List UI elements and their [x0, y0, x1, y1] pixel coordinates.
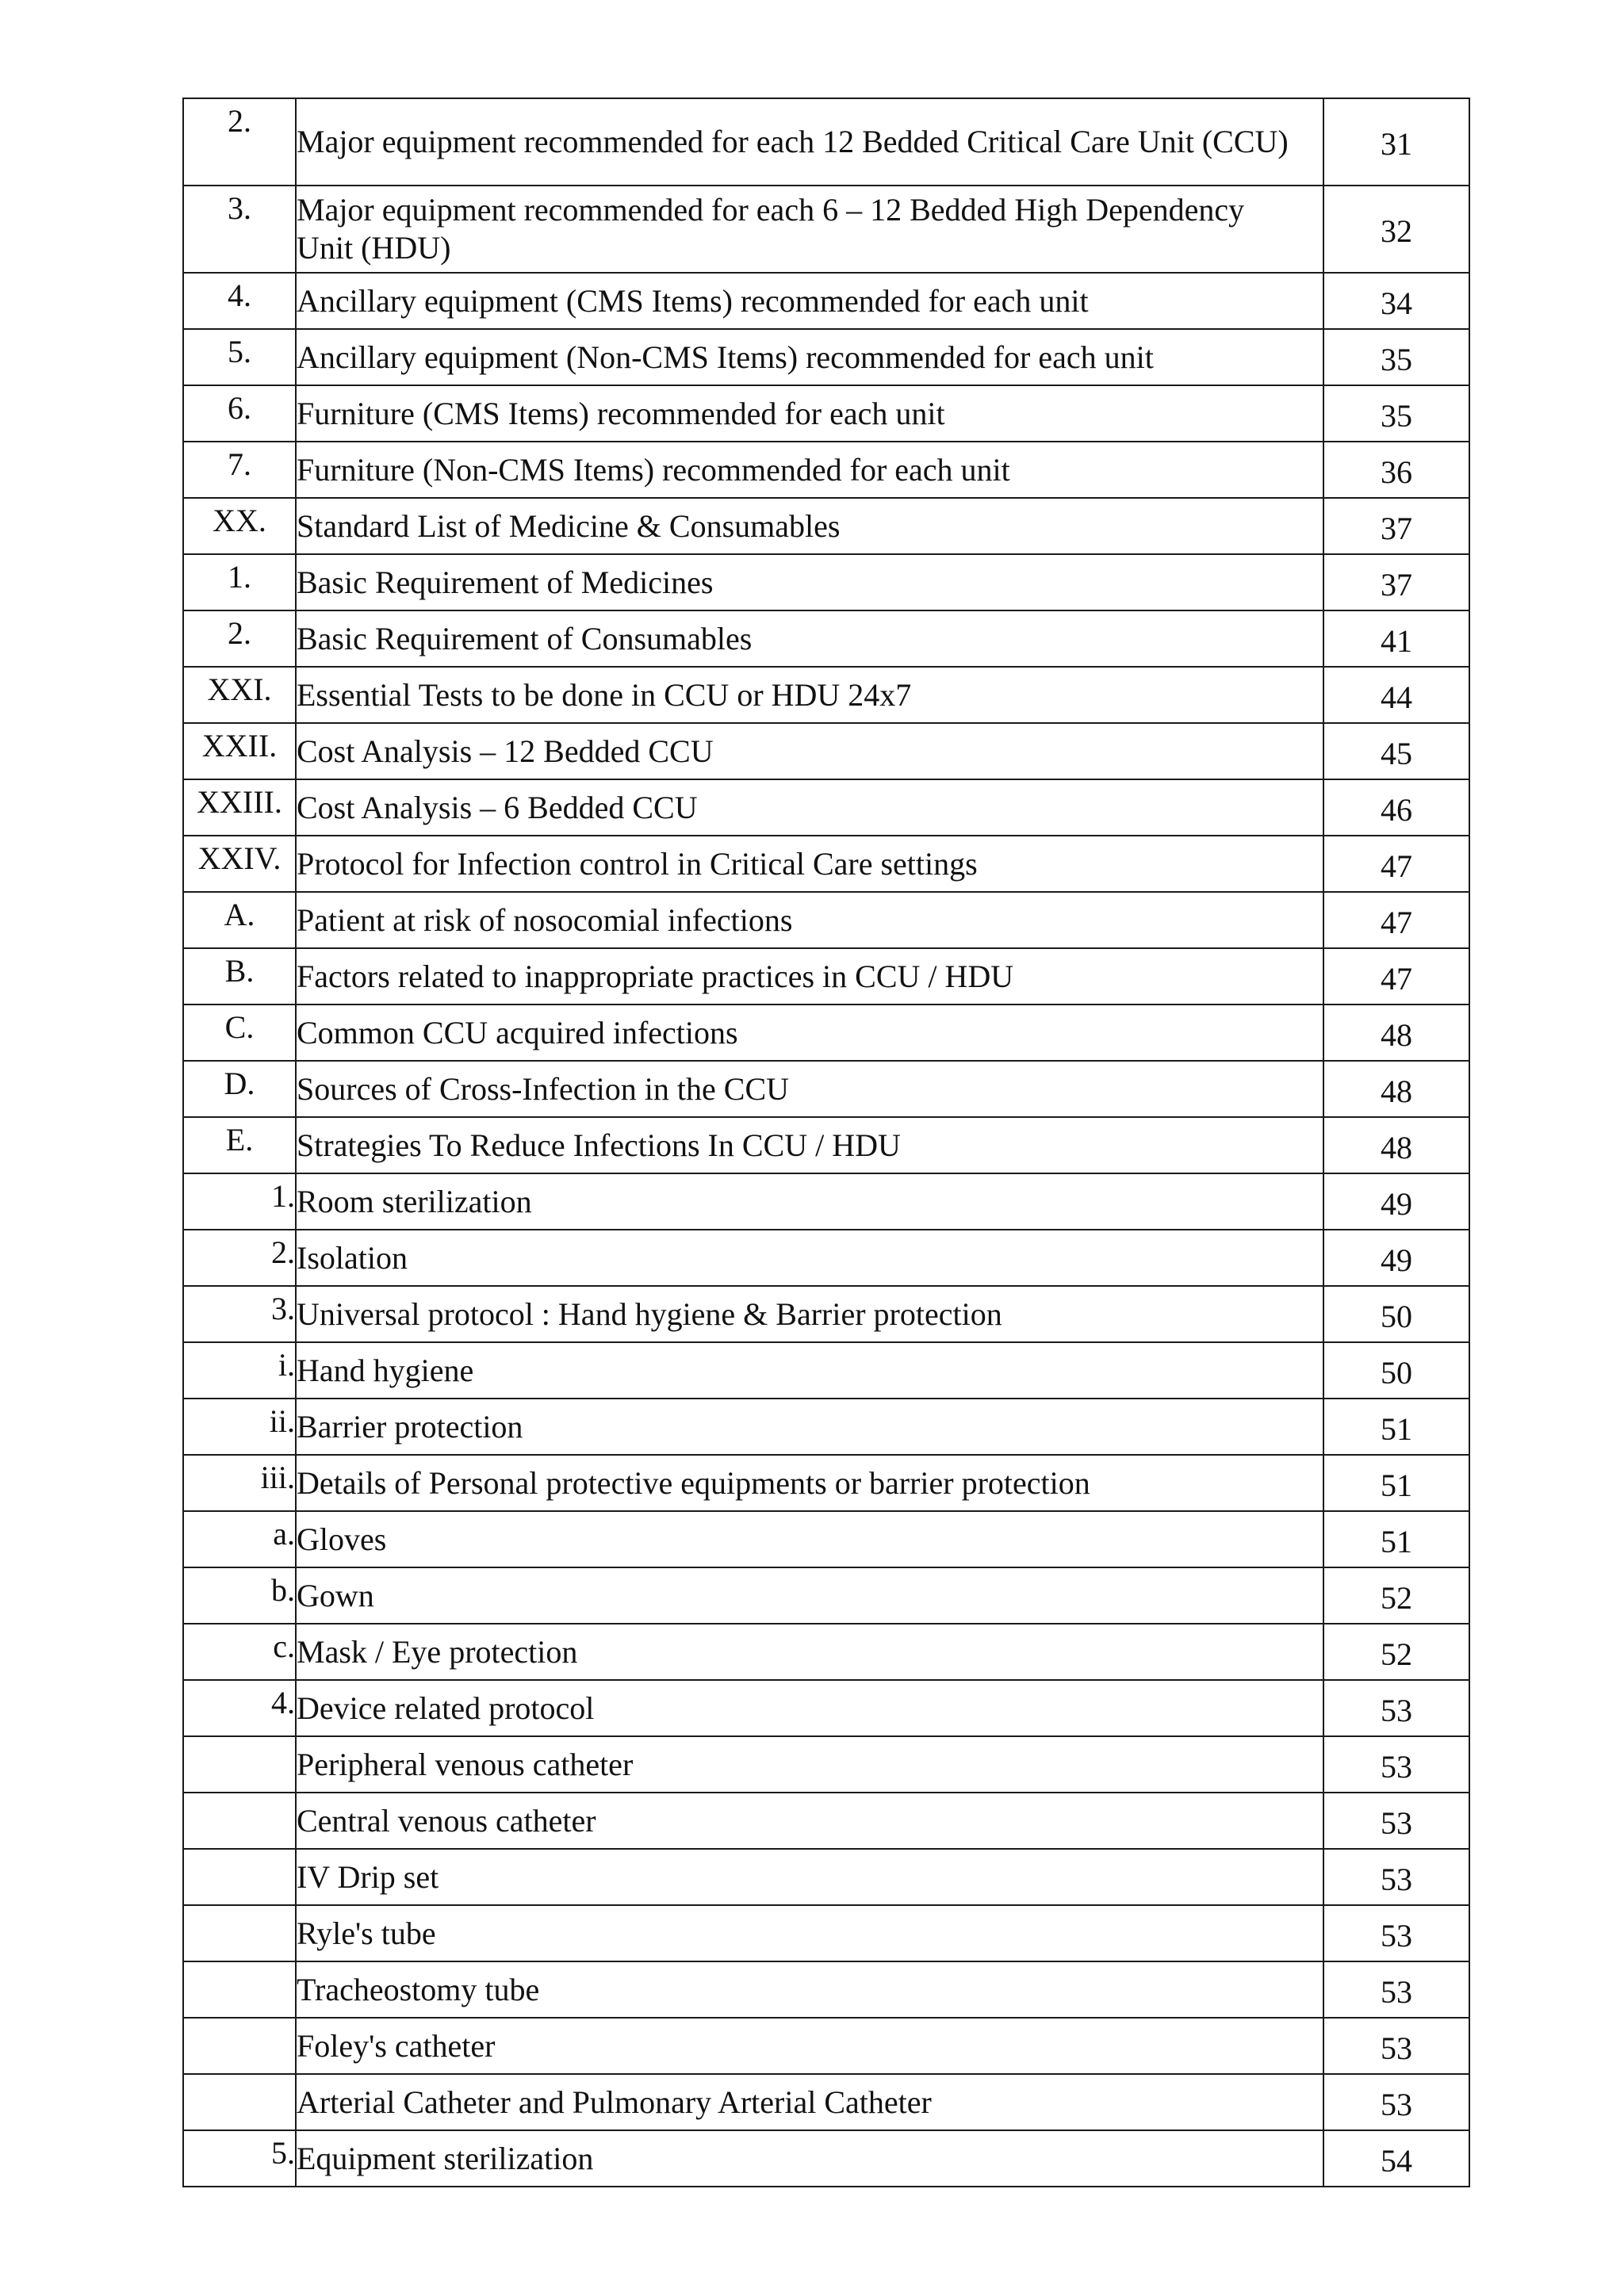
toc-page-number: 54	[1323, 2130, 1469, 2187]
toc-number: b.	[183, 1567, 296, 1624]
toc-row	[183, 1849, 1469, 1905]
toc-page-number: 47	[1323, 836, 1469, 892]
toc-title: Factors related to inappropriate practices in CCU / HDU	[296, 948, 1323, 1004]
toc-title: Cost Analysis – 6 Bedded CCU	[296, 779, 1323, 836]
toc-page-number: 37	[1323, 498, 1469, 554]
toc-number	[183, 1961, 296, 2018]
toc-page-number: 53	[1323, 1793, 1469, 1849]
toc-page-number: 44	[1323, 667, 1469, 723]
toc-row	[183, 498, 1469, 554]
toc-number: XXI.	[183, 667, 296, 723]
toc-number: XXII.	[183, 723, 296, 779]
toc-row	[183, 779, 1469, 836]
toc-title: Device related protocol	[296, 1680, 1323, 1736]
toc-page-number: 45	[1323, 723, 1469, 779]
toc-page-number: 51	[1323, 1399, 1469, 1455]
toc-title: Equipment sterilization	[296, 2130, 1323, 2187]
toc-number	[183, 1793, 296, 1849]
toc-title: Major equipment recommended for each 12 Bedded Critical Care Unit (CCU)	[296, 98, 1323, 186]
toc-page-number: 50	[1323, 1342, 1469, 1399]
toc-row	[183, 98, 1469, 186]
toc-title: Gloves	[296, 1511, 1323, 1567]
toc-number: ii.	[183, 1399, 296, 1455]
toc-title: Barrier protection	[296, 1399, 1323, 1455]
toc-number: 5.	[183, 329, 296, 385]
toc-title: Details of Personal protective equipments or barrier protection	[296, 1455, 1323, 1511]
toc-page-number: 53	[1323, 1961, 1469, 2018]
toc-page-number: 53	[1323, 1736, 1469, 1793]
toc-title: Mask / Eye protection	[296, 1624, 1323, 1680]
toc-page-number: 35	[1323, 385, 1469, 442]
toc-number: C.	[183, 1004, 296, 1061]
toc-page-number: 34	[1323, 273, 1469, 329]
toc-row	[183, 1736, 1469, 1793]
toc-title: Sources of Cross-Infection in the CCU	[296, 1061, 1323, 1117]
toc-title: Common CCU acquired infections	[296, 1004, 1323, 1061]
toc-row	[183, 2074, 1469, 2130]
toc-row	[183, 2018, 1469, 2074]
toc-title: Gown	[296, 1567, 1323, 1624]
toc-title: Cost Analysis – 12 Bedded CCU	[296, 723, 1323, 779]
toc-row	[183, 385, 1469, 442]
toc-number: XX.	[183, 498, 296, 554]
toc-title: Ryle's tube	[296, 1905, 1323, 1961]
toc-number: E.	[183, 1117, 296, 1173]
toc-page-number: 51	[1323, 1455, 1469, 1511]
toc-number: 1.	[183, 554, 296, 610]
toc-row	[183, 554, 1469, 610]
toc-title: Hand hygiene	[296, 1342, 1323, 1399]
toc-page-number: 48	[1323, 1004, 1469, 1061]
toc-title: Room sterilization	[296, 1173, 1323, 1230]
toc-page-number: 51	[1323, 1511, 1469, 1567]
toc-number: 2.	[183, 98, 296, 186]
toc-number: B.	[183, 948, 296, 1004]
toc-title: Patient at risk of nosocomial infections	[296, 892, 1323, 948]
toc-row	[183, 1567, 1469, 1624]
toc-number: 6.	[183, 385, 296, 442]
toc-page-number: 53	[1323, 2074, 1469, 2130]
toc-row	[183, 667, 1469, 723]
toc-title: Universal protocol : Hand hygiene & Barrier protection	[296, 1286, 1323, 1342]
toc-page-number: 47	[1323, 948, 1469, 1004]
toc-title: Isolation	[296, 1230, 1323, 1286]
toc-title: Tracheostomy tube	[296, 1961, 1323, 2018]
toc-number: XXIV.	[183, 836, 296, 892]
toc-title: Standard List of Medicine & Consumables	[296, 498, 1323, 554]
toc-row	[183, 186, 1469, 273]
toc-title: Arterial Catheter and Pulmonary Arterial Catheter	[296, 2074, 1323, 2130]
toc-page-number: 48	[1323, 1117, 1469, 1173]
toc-page-number: 46	[1323, 779, 1469, 836]
toc-row	[183, 1061, 1469, 1117]
toc-title: Major equipment recommended for each 6 – 12 Bedded High Dependency Unit (HDU)	[296, 186, 1323, 273]
toc-title: Basic Requirement of Medicines	[296, 554, 1323, 610]
toc-page-number: 50	[1323, 1286, 1469, 1342]
toc-page-number: 35	[1323, 329, 1469, 385]
toc-row	[183, 723, 1469, 779]
toc-page-number: 52	[1323, 1624, 1469, 1680]
toc-number	[183, 1905, 296, 1961]
toc-number: A.	[183, 892, 296, 948]
toc-number: iii.	[183, 1455, 296, 1511]
toc-row	[183, 1173, 1469, 1230]
toc-page-number: 53	[1323, 2018, 1469, 2074]
toc-row	[183, 2130, 1469, 2187]
toc-page-number: 37	[1323, 554, 1469, 610]
toc-title: Essential Tests to be done in CCU or HDU 24x7	[296, 667, 1323, 723]
toc-row	[183, 1342, 1469, 1399]
toc-number	[183, 1849, 296, 1905]
toc-row	[183, 1117, 1469, 1173]
toc-number: 2.	[183, 610, 296, 667]
toc-number: 3.	[183, 186, 296, 273]
table-of-contents	[182, 98, 1470, 2187]
toc-title: Ancillary equipment (CMS Items) recommended for each unit	[296, 273, 1323, 329]
toc-page-number: 48	[1323, 1061, 1469, 1117]
toc-page-number: 47	[1323, 892, 1469, 948]
toc-page-number: 32	[1323, 186, 1469, 273]
toc-number: i.	[183, 1342, 296, 1399]
toc-page-number: 49	[1323, 1173, 1469, 1230]
toc-title: Peripheral venous catheter	[296, 1736, 1323, 1793]
toc-row	[183, 1399, 1469, 1455]
toc-row	[183, 948, 1469, 1004]
toc-row	[183, 442, 1469, 498]
toc-number: 4.	[183, 273, 296, 329]
toc-row	[183, 1511, 1469, 1567]
toc-number	[183, 2074, 296, 2130]
toc-row	[183, 329, 1469, 385]
toc-row	[183, 1624, 1469, 1680]
toc-title: Ancillary equipment (Non-CMS Items) recommended for each unit	[296, 329, 1323, 385]
toc-title: Furniture (CMS Items) recommended for each unit	[296, 385, 1323, 442]
toc-row	[183, 892, 1469, 948]
toc-row	[183, 1286, 1469, 1342]
toc-number	[183, 1736, 296, 1793]
toc-row	[183, 1905, 1469, 1961]
toc-number: 4.	[183, 1680, 296, 1736]
toc-page-number: 49	[1323, 1230, 1469, 1286]
toc-number: a.	[183, 1511, 296, 1567]
toc-number: 7.	[183, 442, 296, 498]
toc-number: 2.	[183, 1230, 296, 1286]
toc-page-number: 41	[1323, 610, 1469, 667]
toc-page-number: 53	[1323, 1680, 1469, 1736]
toc-title: Foley's catheter	[296, 2018, 1323, 2074]
toc-title: IV Drip set	[296, 1849, 1323, 1905]
toc-title: Protocol for Infection control in Critical Care settings	[296, 836, 1323, 892]
toc-page-number: 36	[1323, 442, 1469, 498]
toc-title: Furniture (Non-CMS Items) recommended for each unit	[296, 442, 1323, 498]
toc-title: Central venous catheter	[296, 1793, 1323, 1849]
toc-number: 1.	[183, 1173, 296, 1230]
toc-row	[183, 273, 1469, 329]
toc-row	[183, 1455, 1469, 1511]
toc-number: XXIII.	[183, 779, 296, 836]
toc-page-number: 53	[1323, 1905, 1469, 1961]
toc-number: 3.	[183, 1286, 296, 1342]
toc-row	[183, 1961, 1469, 2018]
toc-title: Strategies To Reduce Infections In CCU / HDU	[296, 1117, 1323, 1173]
toc-row	[183, 1230, 1469, 1286]
toc-row	[183, 1793, 1469, 1849]
toc-row	[183, 1004, 1469, 1061]
toc-page-number: 31	[1323, 98, 1469, 186]
toc-page-number: 53	[1323, 1849, 1469, 1905]
toc-number: c.	[183, 1624, 296, 1680]
toc-number	[183, 2018, 296, 2074]
toc-row	[183, 836, 1469, 892]
toc-row	[183, 1680, 1469, 1736]
toc-number: D.	[183, 1061, 296, 1117]
toc-page-number: 52	[1323, 1567, 1469, 1624]
toc-title: Basic Requirement of Consumables	[296, 610, 1323, 667]
toc-row	[183, 610, 1469, 667]
toc-number: 5.	[183, 2130, 296, 2187]
toc-body	[183, 98, 1469, 2187]
